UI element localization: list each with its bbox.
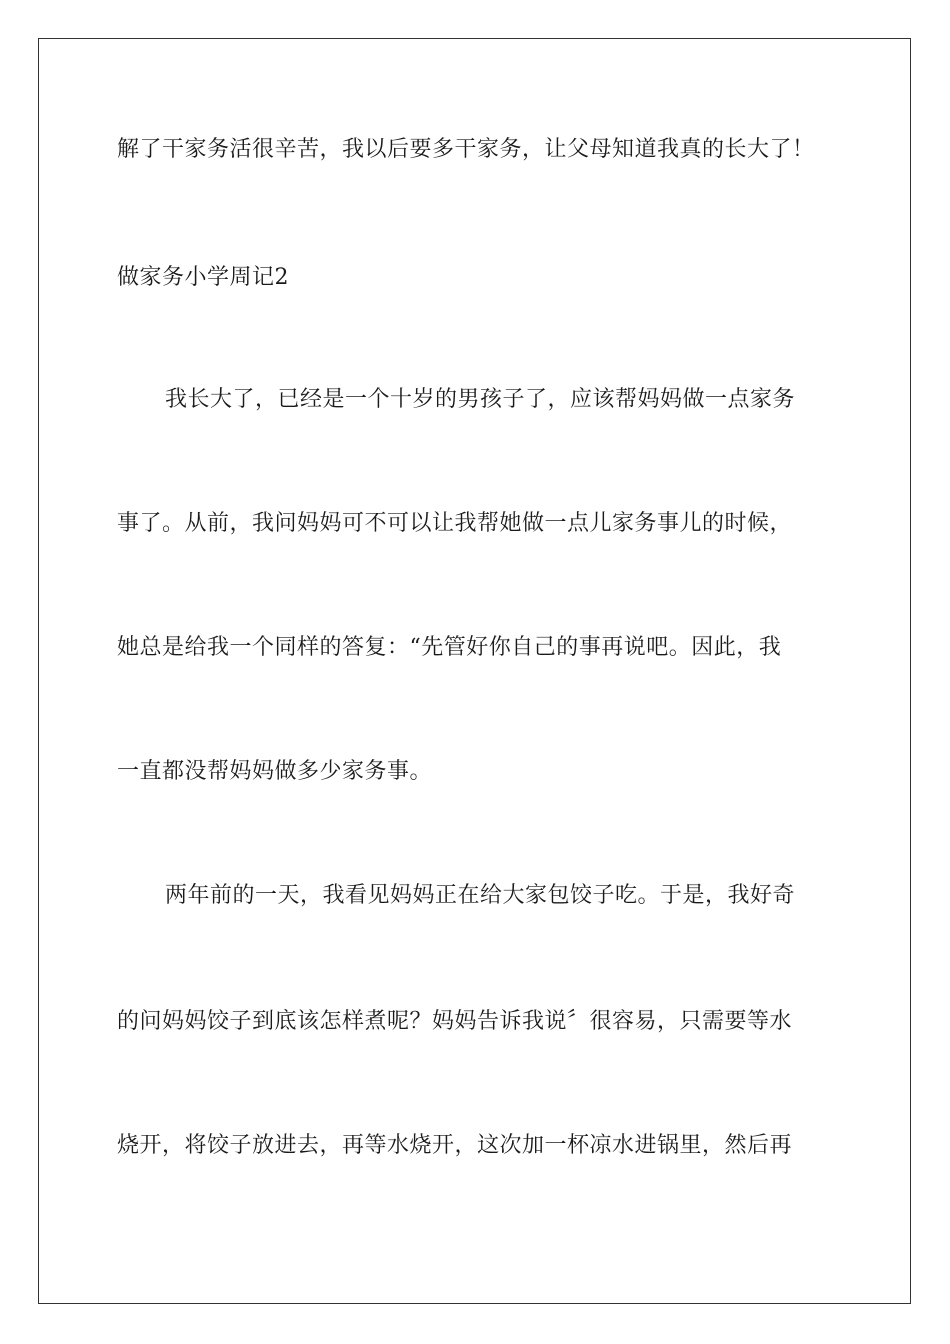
paragraph-line: 事了。从前，我问妈妈可不可以让我帮她做一点儿家务事儿的时候， (117, 511, 793, 536)
paragraph-line: 两年前的一天，我看见妈妈正在给大家包饺子吃。于是，我好奇 (165, 883, 796, 908)
paragraph-line: 她总是给我一个同样的答复：“先管好你自己的事再说吧。因此，我 (117, 635, 782, 660)
page-border (38, 38, 911, 1304)
paragraph-line: 烧开，将饺子放进去，再等水烧开，这次加一杯凉水进锅里，然后再 (117, 1133, 793, 1158)
section-heading: 做家务小学周记2 (117, 265, 289, 290)
text-line: 解了干家务活很辛苦，我以后要多干家务，让父母知道我真的长大了！ (117, 137, 815, 162)
paragraph-line: 一直都没帮妈妈做多少家务事。 (117, 759, 433, 784)
paragraph-line: 的问妈妈饺子到底该怎样煮呢？妈妈告诉我说〞很容易，只需要等水 (117, 1009, 793, 1034)
paragraph-line: 我长大了，已经是一个十岁的男孩子了，应该帮妈妈做一点家务 (165, 387, 796, 412)
